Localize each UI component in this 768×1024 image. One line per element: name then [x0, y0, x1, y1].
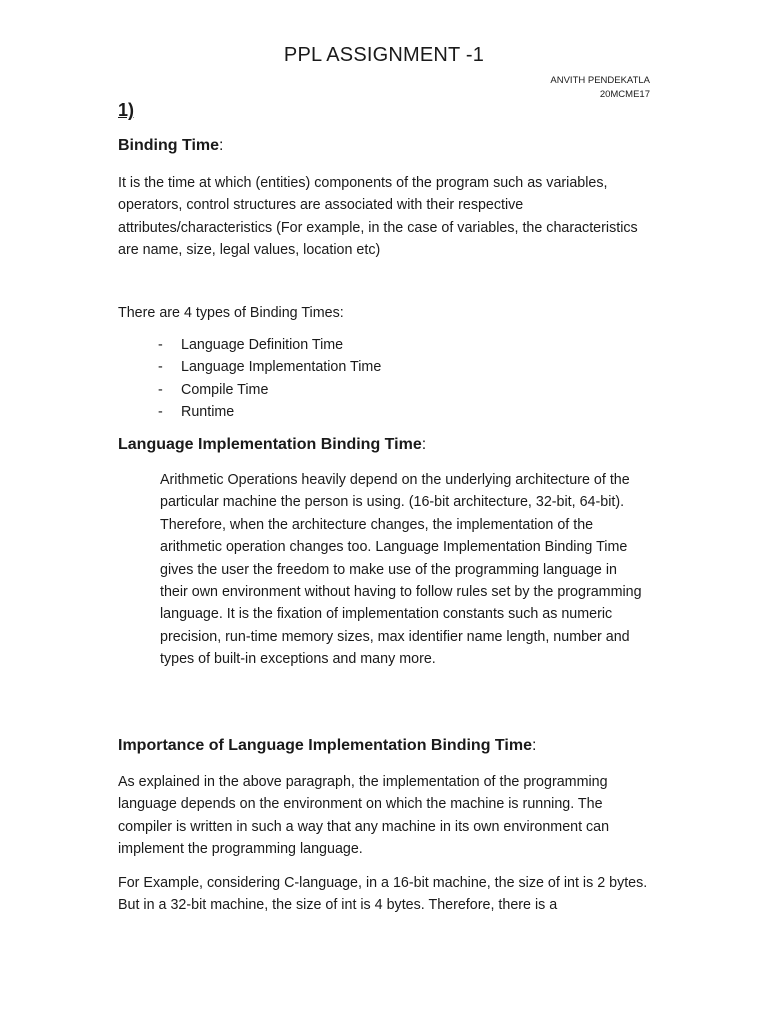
- importance-paragraph-1: As explained in the above paragraph, the implementation of the programming language depends on the environment on which the machine is running. The compiler is written in such a way that any machine in its own environment can implement the programming language.: [118, 774, 610, 858]
- importance-heading: [118, 737, 536, 755]
- importance-paragraph-2: For Example, considering C-language, in a 16-bit machine, the size of int is 2 bytes. But in a 32-bit machine, the size of int is 4 bytes. Therefore, there is a: [118, 875, 648, 914]
- list-dash: -: [158, 359, 163, 376]
- author-name: ANVITH PENDEKATLA: [550, 75, 650, 86]
- heading-colon: :: [219, 137, 224, 154]
- impl-binding-paragraph: Arithmetic Operations heavily depend on the underlying architecture of the particular machine the person is using. (16-bit architecture, 32-bit, 64-bit). Therefore, when the architecture changes, the implementation of the arithmetic operation changes too. Language Implementation Binding Time gives the user the freedom to make use of the programming language in their own environment without having to follow rules set by the programming language. It is the fixation of implementation constants such as numeric precision, run-time memory sizes, max identifier name length, number and types of built-in exceptions and many more.: [160, 472, 642, 668]
- list-item: [158, 356, 381, 378]
- importance-heading-text: Importance of Language Implementation Binding Time: [118, 737, 532, 754]
- impl-binding-heading-text: Language Implementation Binding Time: [118, 436, 422, 453]
- list-item-text: Runtime: [181, 404, 235, 421]
- list-item: [158, 379, 381, 401]
- question-number: 1): [118, 100, 135, 120]
- list-item-text: Compile Time: [181, 381, 269, 398]
- list-item: [158, 401, 381, 423]
- page-title: PPL ASSIGNMENT -1: [283, 44, 485, 66]
- author-block: [550, 74, 650, 102]
- list-dash: -: [158, 381, 163, 398]
- list-item-text: Language Implementation Time: [181, 359, 382, 376]
- list-dash: -: [158, 337, 163, 353]
- impl-binding-heading: [118, 436, 426, 454]
- binding-types-list: [158, 334, 381, 424]
- binding-time-heading-text: Binding Time: [118, 137, 220, 154]
- types-intro: There are 4 types of Binding Times:: [118, 305, 344, 321]
- list-item: [158, 334, 381, 356]
- list-dash: -: [158, 404, 163, 421]
- heading-colon: :: [531, 737, 537, 754]
- author-id: 20MCME17: [599, 89, 650, 100]
- binding-time-heading: [118, 137, 224, 155]
- list-item-text: Language Definition Time: [181, 337, 344, 353]
- binding-time-paragraph: It is the time at which (entities) components of the program such as variables, operators, control structures are associated with their respective attributes/characteristics (For example, in the case of variables, the characteristics are name, size, legal values, location etc): [118, 175, 638, 259]
- heading-colon: :: [421, 436, 427, 453]
